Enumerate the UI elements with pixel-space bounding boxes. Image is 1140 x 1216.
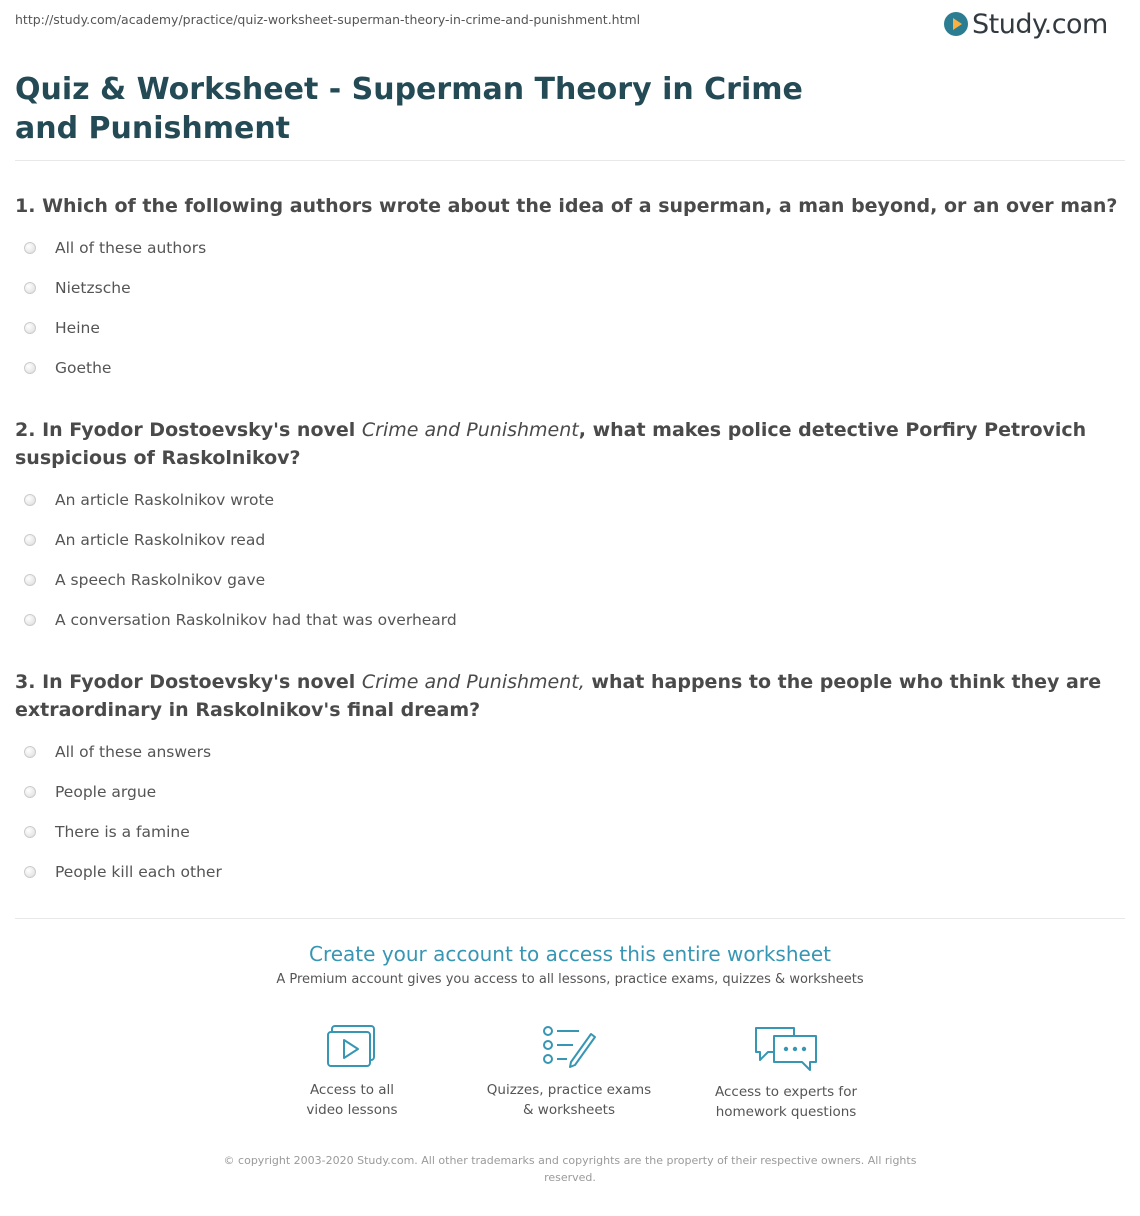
radio-button[interactable]: [24, 614, 36, 626]
radio-button[interactable]: [24, 282, 36, 294]
radio-button[interactable]: [24, 242, 36, 254]
radio-button[interactable]: [24, 362, 36, 374]
feature-label: Quizzes, practice exams & worksheets: [486, 1082, 652, 1118]
logo-text: Study.com: [972, 8, 1108, 40]
answer-option[interactable]: An article Raskolnikov wrote: [15, 480, 1125, 520]
question-text: 1. Which of the following authors wrote about the idea of a superman, a man beyond, or an over man?: [15, 195, 1118, 217]
answer-option[interactable]: People argue: [15, 772, 1125, 812]
questions-divider: [15, 918, 1125, 919]
answer-option[interactable]: Nietzsche: [15, 268, 1125, 308]
radio-button[interactable]: [24, 574, 36, 586]
answer-option[interactable]: There is a famine: [15, 812, 1125, 852]
page-title: Quiz & Worksheet - Superman Theory in Crime and Punishment: [15, 72, 803, 146]
feature-quizzes: [484, 1024, 654, 1120]
study-logo[interactable]: [944, 6, 1108, 42]
answer-option[interactable]: People kill each other: [15, 852, 1125, 892]
page-url: http://study.com/academy/practice/quiz-worksheet-superman-theory-in-crime-and-punishment.html: [15, 12, 641, 27]
radio-button[interactable]: [24, 786, 36, 798]
radio-button[interactable]: [24, 746, 36, 758]
question-2: [15, 416, 1125, 640]
question-3: [15, 668, 1125, 892]
feature-label: Access to all video lessons: [306, 1082, 398, 1118]
radio-button[interactable]: [24, 322, 36, 334]
feature-experts: [701, 1024, 871, 1122]
answer-option[interactable]: All of these authors: [15, 228, 1125, 268]
answer-option[interactable]: Goethe: [15, 348, 1125, 388]
radio-button[interactable]: [24, 534, 36, 546]
signup-cta: [0, 942, 1140, 987]
radio-button[interactable]: [24, 826, 36, 838]
question-text: 2. In Fyodor Dostoevsky's novel Crime and Punishment, what makes police detective Porfiry Petrovich suspicious of Raskolnikov?: [15, 419, 1087, 469]
answer-option[interactable]: An article Raskolnikov read: [15, 520, 1125, 560]
play-logo-icon: [944, 12, 968, 36]
question-1: [15, 192, 1125, 388]
radio-button[interactable]: [24, 494, 36, 506]
answer-list: [15, 480, 1125, 640]
radio-button[interactable]: [24, 866, 36, 878]
answer-option[interactable]: A speech Raskolnikov gave: [15, 560, 1125, 600]
answer-option[interactable]: A conversation Raskolnikov had that was overheard: [15, 600, 1125, 640]
video-lessons-icon: [326, 1024, 378, 1070]
answer-option[interactable]: Heine: [15, 308, 1125, 348]
answer-list: [15, 228, 1125, 388]
cta-subtitle: A Premium account gives you access to all lessons, practice exams, quizzes & worksheets: [276, 972, 864, 987]
answer-option[interactable]: All of these answers: [15, 732, 1125, 772]
chat-bubbles-icon: [754, 1024, 818, 1072]
question-text: 3. In Fyodor Dostoevsky's novel Crime and Punishment, what happens to the people who think they are extraordinary in Raskolnikov's final dream?: [15, 671, 1102, 721]
copyright-footer: © copyright 2003-2020 Study.com. All other trademarks and copyrights are the property of their respective owners. All rights reserved.: [223, 1154, 917, 1184]
quiz-checklist-icon: [541, 1024, 597, 1070]
title-divider: [15, 160, 1125, 161]
cta-title[interactable]: Create your account to access this entire worksheet: [309, 942, 831, 966]
feature-label: Access to experts for homework questions: [714, 1084, 857, 1120]
answer-list: [15, 732, 1125, 892]
feature-video-lessons: [267, 1024, 437, 1120]
